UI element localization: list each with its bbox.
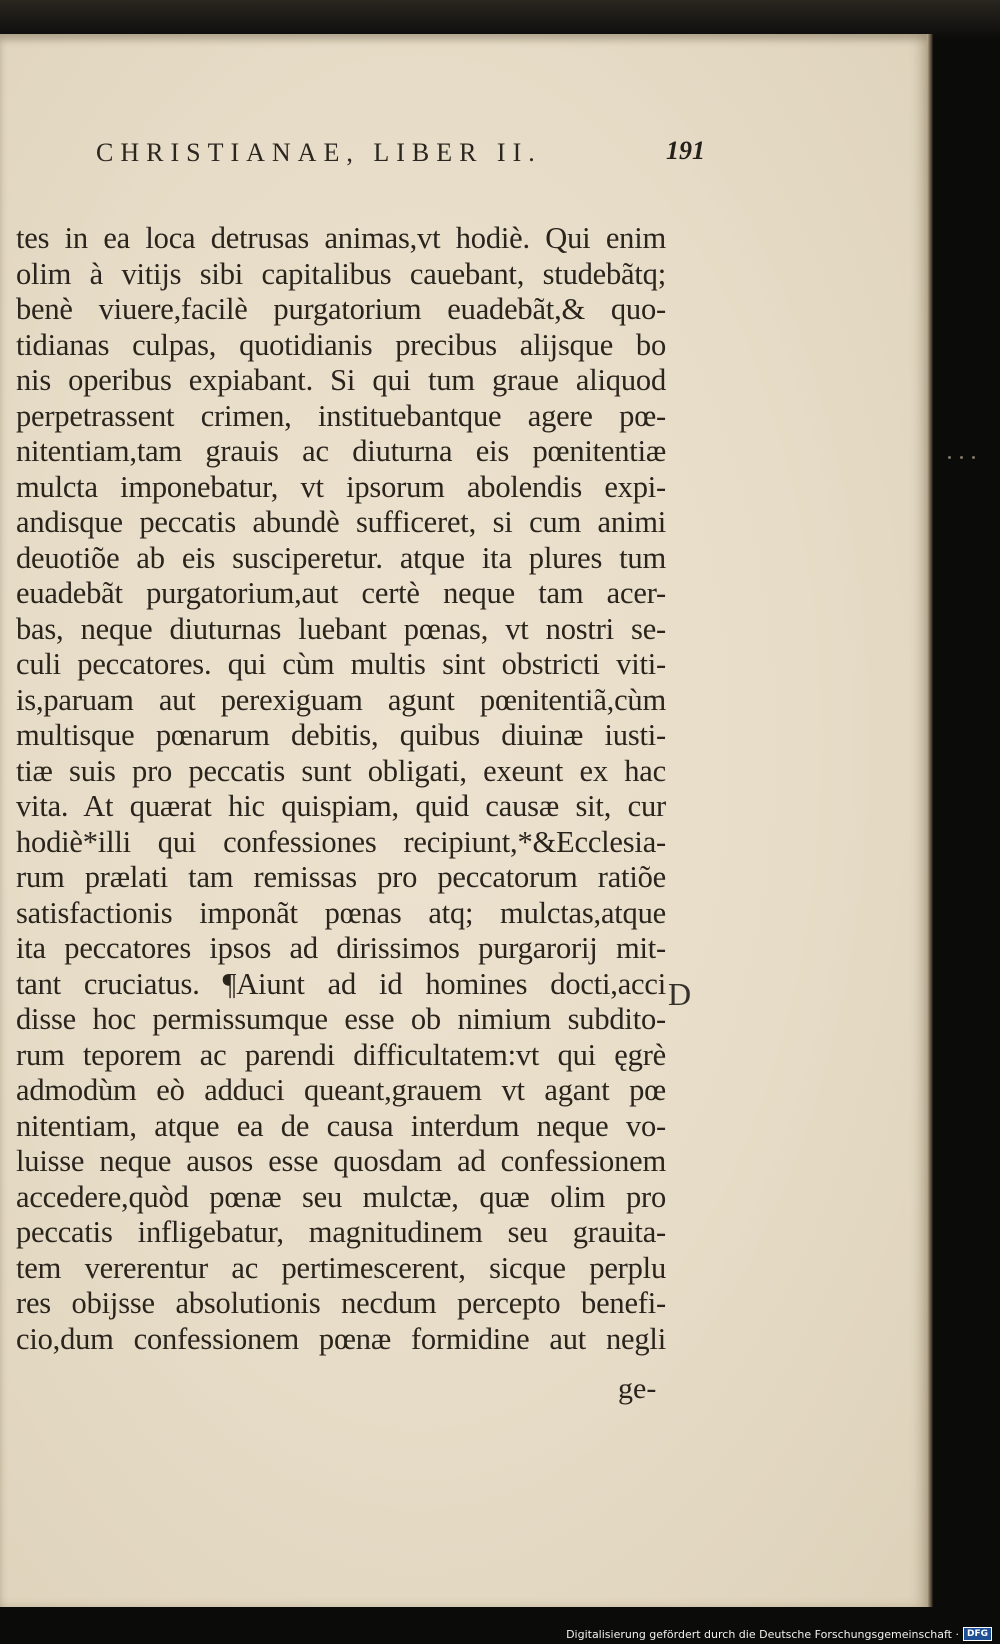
text-line: olim à vitijs sibi capitalibus cauebant, studebãtq; (16, 256, 666, 291)
text-line: vita. At quærat hic quispiam, quid causæ sit, cur (16, 789, 666, 823)
text-line: andisque peccatis abundè sufficeret, si cum animi (16, 505, 666, 539)
page-edge (927, 34, 933, 1607)
text-line: mulcta imponebatur, vt ipsorum abolendis expi- (16, 469, 666, 504)
text-line: disse hoc permissumque esse ob nimium subdito- (16, 1002, 666, 1036)
text-line: perpetrassent crimen, instituebantque agere pœ- (16, 398, 666, 433)
text-line: bas, neque diuturnas luebant pœnas, vt nostri se- (16, 611, 666, 646)
margin-specks (948, 444, 988, 448)
text-line: ita peccatores ipsos ad dirissimos purgarorij mit- (16, 931, 666, 965)
text-line: multisque pœnarum debitis, quibus diuinæ iusti- (16, 718, 666, 752)
digitization-footer (566, 1627, 992, 1641)
text-line: satisfactionis imponãt pœnas atq; mulctas,atque (16, 895, 666, 930)
text-line: tes in ea loca detrusas animas,vt hodiè. Qui enim (16, 221, 666, 255)
text-line: tidianas culpas, quotidianis precibus alijsque bo (16, 327, 666, 362)
text-line: peccatis infligebatur, magnitudinem seu grauita- (16, 1215, 666, 1249)
footer-credit: Digitalisierung gefördert durch die Deutsche Forschungsgemeinschaft · (566, 1627, 959, 1641)
text-line: nitentiam,tam grauis ac diuturna eis pœnitentiæ (16, 434, 666, 468)
text-line: euadebãt purgatorium,aut certè neque tam acer- (16, 576, 666, 610)
margin-signature-mark: D (668, 976, 692, 1012)
text-line: tant cruciatus. ¶Aiunt ad id homines docti,acci (16, 966, 666, 1001)
text-line: culi peccatores. qui cùm multis sint obstricti viti- (16, 647, 666, 681)
text-line: rum prælati tam remissas pro peccatorum ratiõe (16, 860, 666, 894)
text-line: benè viuere,facilè purgatorium euadebãt,& quo- (16, 292, 666, 326)
text-line: hodiè*illi qui confessiones recipiunt,*&Ecclesia- (16, 824, 666, 859)
speck (972, 456, 975, 459)
text-line: accedere,quòd pœnæ seu mulctæ, quæ olim pro (16, 1179, 666, 1214)
text-line: nis operibus expiabant. Si qui tum graue aliquod (16, 363, 666, 397)
dfg-logo: DFG (963, 1627, 992, 1641)
catchword: ge- (618, 1372, 657, 1405)
page-number: 191 (666, 136, 705, 165)
running-head: CHRISTIANAE, LIBER II. (96, 138, 542, 167)
text-line: luisse neque ausos esse quosdam ad confessionem (16, 1144, 666, 1178)
text-line: rum teporem ac parendi difficultatem:vt qui ęgrè (16, 1037, 666, 1072)
text-line: tiæ suis pro peccatis sunt obligati, exeunt ex hac (16, 753, 666, 788)
speck (948, 456, 951, 459)
text-line: admodùm eò adduci queant,grauem vt agant pœ (16, 1073, 666, 1107)
speck (960, 456, 963, 459)
body-text (16, 221, 666, 1357)
text-line: deuotiõe ab eis susciperetur. atque ita plures tum (16, 540, 666, 575)
text-line: cio,dum confessionem pœnæ formidine aut negli (16, 1321, 666, 1356)
text-line: res obijsse absolutionis necdum percepto benefi- (16, 1286, 666, 1320)
text-line: is,paruam aut perexiguam agunt pœnitentiã,cùm (16, 682, 666, 717)
text-line: nitentiam, atque ea de causa interdum neque vo- (16, 1108, 666, 1143)
text-line: tem vererentur ac pertimescerent, sicque perplu (16, 1250, 666, 1285)
book-page (0, 34, 927, 1607)
